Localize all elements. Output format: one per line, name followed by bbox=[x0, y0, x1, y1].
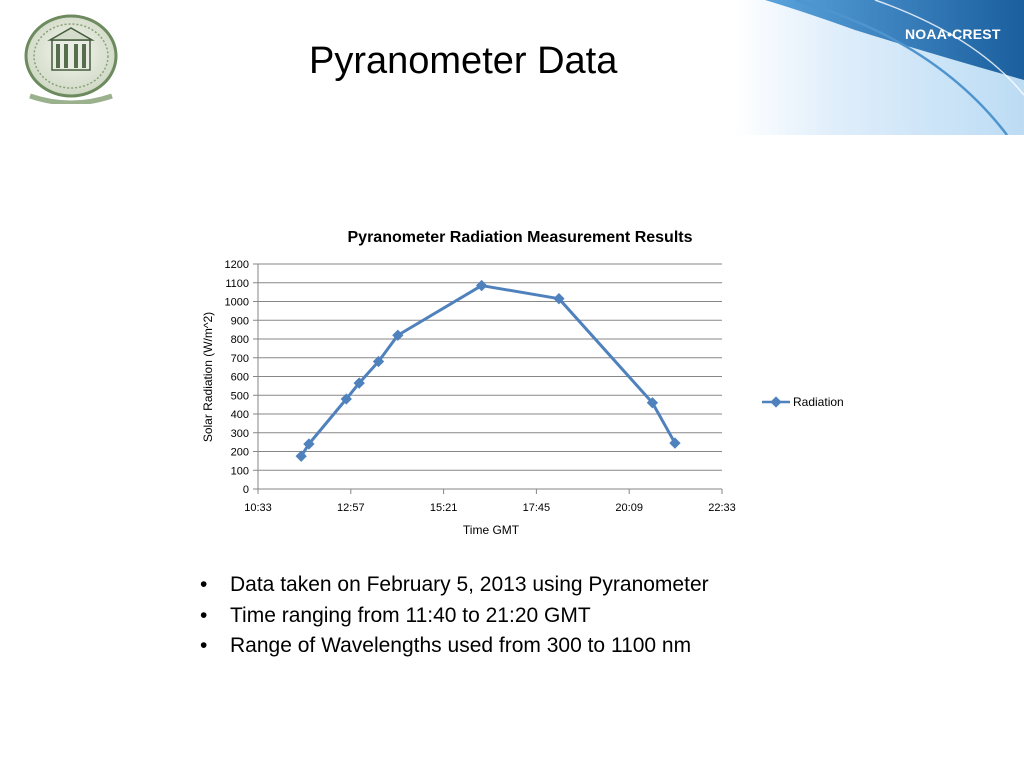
noaa-crest-logo bbox=[735, 0, 1024, 135]
chart-title: Pyranometer Radiation Measurement Results bbox=[347, 229, 693, 246]
y-tick-label: 300 bbox=[230, 427, 249, 440]
university-seal-logo bbox=[22, 12, 120, 104]
y-tick-label: 900 bbox=[230, 315, 249, 328]
x-tick-label: 20:09 bbox=[615, 502, 643, 514]
y-tick-label: 200 bbox=[230, 446, 249, 459]
y-tick-label: 600 bbox=[230, 371, 249, 384]
x-tick-label: 22:33 bbox=[708, 502, 736, 514]
bullet-text: Range of Wavelengths used from 300 to 1100 nm bbox=[230, 634, 692, 657]
legend-label-radiation: Radiation bbox=[793, 395, 844, 409]
x-tick-label: 15:21 bbox=[429, 502, 458, 514]
bullet-dot: • bbox=[200, 573, 208, 596]
y-tick-label: 800 bbox=[230, 334, 249, 346]
bullet-dot: • bbox=[200, 603, 208, 627]
data-point bbox=[669, 437, 680, 448]
x-tick-label: 10:33 bbox=[244, 502, 272, 514]
bullet-item bbox=[200, 631, 709, 662]
radiation-line-chart bbox=[180, 215, 880, 545]
y-tick-label: 1000 bbox=[224, 296, 249, 309]
y-tick-label: 400 bbox=[230, 409, 249, 421]
x-axis-label: Time GMT bbox=[462, 523, 520, 537]
y-tick-label: 1100 bbox=[225, 277, 249, 290]
brand-wordmark: NOAA•CREST bbox=[905, 26, 1001, 42]
chart-gridlines bbox=[258, 264, 722, 489]
bullet-dot: • bbox=[200, 634, 208, 657]
x-axis-ticks bbox=[244, 489, 736, 514]
bullet-text: Time ranging from 11:40 to 21:20 GMT bbox=[230, 603, 591, 627]
y-tick-label: 100 bbox=[230, 465, 249, 478]
series-radiation bbox=[296, 280, 681, 462]
y-tick-label: 0 bbox=[242, 484, 249, 496]
series-line bbox=[301, 286, 675, 457]
bullet-text: Data taken on February 5, 2013 using Pyranometer bbox=[230, 573, 709, 596]
y-axis-label: Solar Radiation (W/m^2) bbox=[201, 311, 215, 443]
y-tick-label: 700 bbox=[230, 352, 249, 365]
slide-title: Pyranometer Data bbox=[309, 40, 618, 82]
legend-marker-radiation bbox=[770, 396, 781, 407]
bullet-item bbox=[200, 570, 709, 601]
y-axis-ticks bbox=[225, 259, 258, 496]
y-tick-label: 500 bbox=[230, 390, 249, 403]
x-tick-label: 17:45 bbox=[522, 502, 551, 514]
x-tick-label: 12:57 bbox=[337, 502, 365, 514]
chart-legend bbox=[762, 395, 844, 409]
bullet-item bbox=[200, 601, 709, 632]
bullet-list bbox=[200, 570, 709, 662]
y-tick-label: 1200 bbox=[224, 259, 249, 271]
